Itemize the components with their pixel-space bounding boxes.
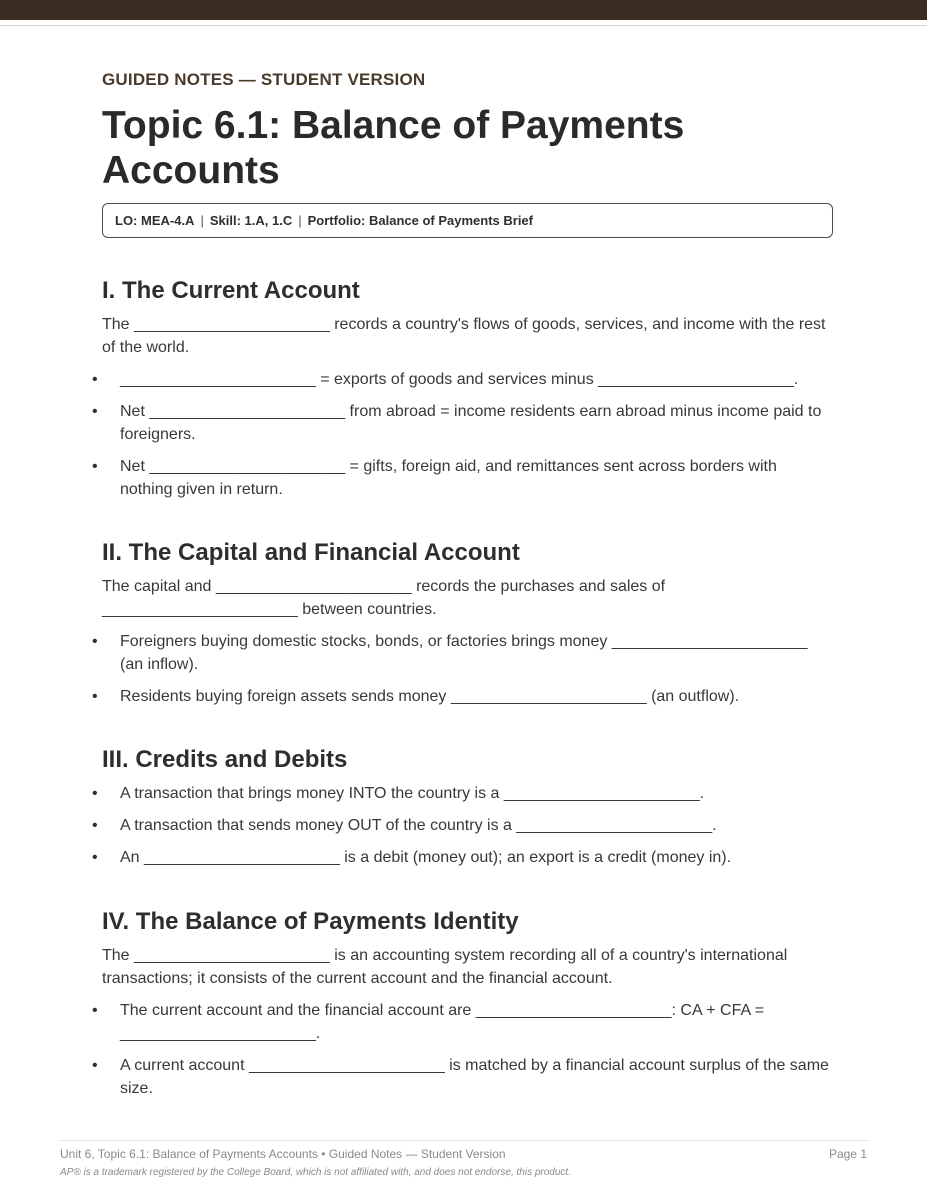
section-capital-financial-account — [92, 538, 832, 717]
list-item-text: Net ______________________ from abroad = income residents earn abroad minus income paid to foreigners. — [120, 403, 822, 443]
list-item-text: Foreigners buying domestic stocks, bonds, or factories brings money ______________________ (an inflow). — [120, 633, 808, 673]
section-heading: I. The Current Account — [102, 277, 360, 304]
list-item — [92, 846, 832, 869]
bullet-icon: • — [92, 458, 98, 475]
bullet-icon: • — [92, 785, 98, 802]
list-item-text: ______________________ = exports of goods and services minus ______________________. — [120, 371, 799, 388]
list-item-text: A transaction that sends money OUT of the country is a ______________________. — [120, 817, 717, 834]
list-item — [92, 630, 832, 676]
section-heading: III. Credits and Debits — [102, 746, 348, 773]
list-item — [92, 400, 832, 446]
separator: | — [298, 213, 302, 228]
footer-text: Unit 6, Topic 6.1: Balance of Payments Accounts • Guided Notes — Student Version — [60, 1147, 506, 1161]
list-item-text: Net ______________________ = gifts, foreign aid, and remittances sent across borders with nothing given in return. — [120, 458, 777, 498]
separator: | — [200, 213, 204, 228]
section-credits-debits — [92, 745, 832, 878]
skill-codes: Skill: 1.A, 1.C — [209, 213, 293, 228]
list-item-text: The current account and the financial account are ______________________: CA + CFA = ______________________. — [120, 1002, 765, 1042]
learning-objective-box — [102, 203, 833, 238]
bullet-icon: • — [92, 371, 98, 388]
section-intro: The ______________________ records a country's flows of goods, services, and income with the rest of the world. — [102, 316, 826, 356]
bullet-icon: • — [92, 849, 98, 866]
list-item — [92, 368, 832, 391]
bullet-list — [92, 782, 832, 869]
bullet-icon: • — [92, 633, 98, 650]
list-item-text: A transaction that brings money INTO the country is a ______________________. — [120, 785, 705, 802]
list-item — [92, 455, 832, 501]
top-color-bar — [0, 0, 927, 20]
section-current-account — [92, 276, 832, 510]
list-item-text: Residents buying foreign assets sends money ______________________ (an outflow). — [120, 688, 740, 705]
bullet-icon: • — [92, 1057, 98, 1074]
list-item — [92, 685, 832, 708]
bullet-icon: • — [92, 817, 98, 834]
bullet-icon: • — [92, 688, 98, 705]
page-title: Topic 6.1: Balance of Payments Accounts — [102, 104, 685, 192]
bullet-icon: • — [92, 403, 98, 420]
section-heading: II. The Capital and Financial Account — [102, 539, 520, 566]
bullet-icon: • — [92, 1002, 98, 1019]
footer-divider — [60, 1140, 868, 1141]
document-eyebrow: GUIDED NOTES — STUDENT VERSION — [102, 70, 426, 89]
bullet-list — [92, 999, 832, 1100]
trademark-note: AP® is a trademark registered by the College Board, which is not affiliated with, and does not endorse, this product. — [60, 1167, 571, 1178]
top-divider — [0, 25, 927, 26]
list-item — [92, 1054, 832, 1100]
section-intro: The capital and ______________________ records the purchases and sales of ______________________ between countries. — [102, 578, 666, 618]
bullet-list — [92, 368, 832, 501]
list-item-text: An ______________________ is a debit (money out); an export is a credit (money in). — [120, 849, 732, 866]
list-item — [92, 782, 832, 805]
portfolio-label: Portfolio: Balance of Payments Brief — [307, 213, 533, 228]
list-item-text: A current account ______________________ is matched by a financial account surplus of the same size. — [120, 1057, 829, 1097]
lo-code: LO: MEA-4.A — [115, 213, 195, 228]
list-item — [92, 999, 832, 1045]
page-number: Page 1 — [828, 1147, 867, 1161]
section-bop-identity — [92, 907, 832, 1109]
list-item — [92, 814, 832, 837]
section-heading: IV. The Balance of Payments Identity — [102, 908, 519, 935]
section-intro: The ______________________ is an accounting system recording all of a country's international transactions; it consists of the current account and the financial account. — [102, 947, 788, 987]
bullet-list — [92, 630, 832, 708]
